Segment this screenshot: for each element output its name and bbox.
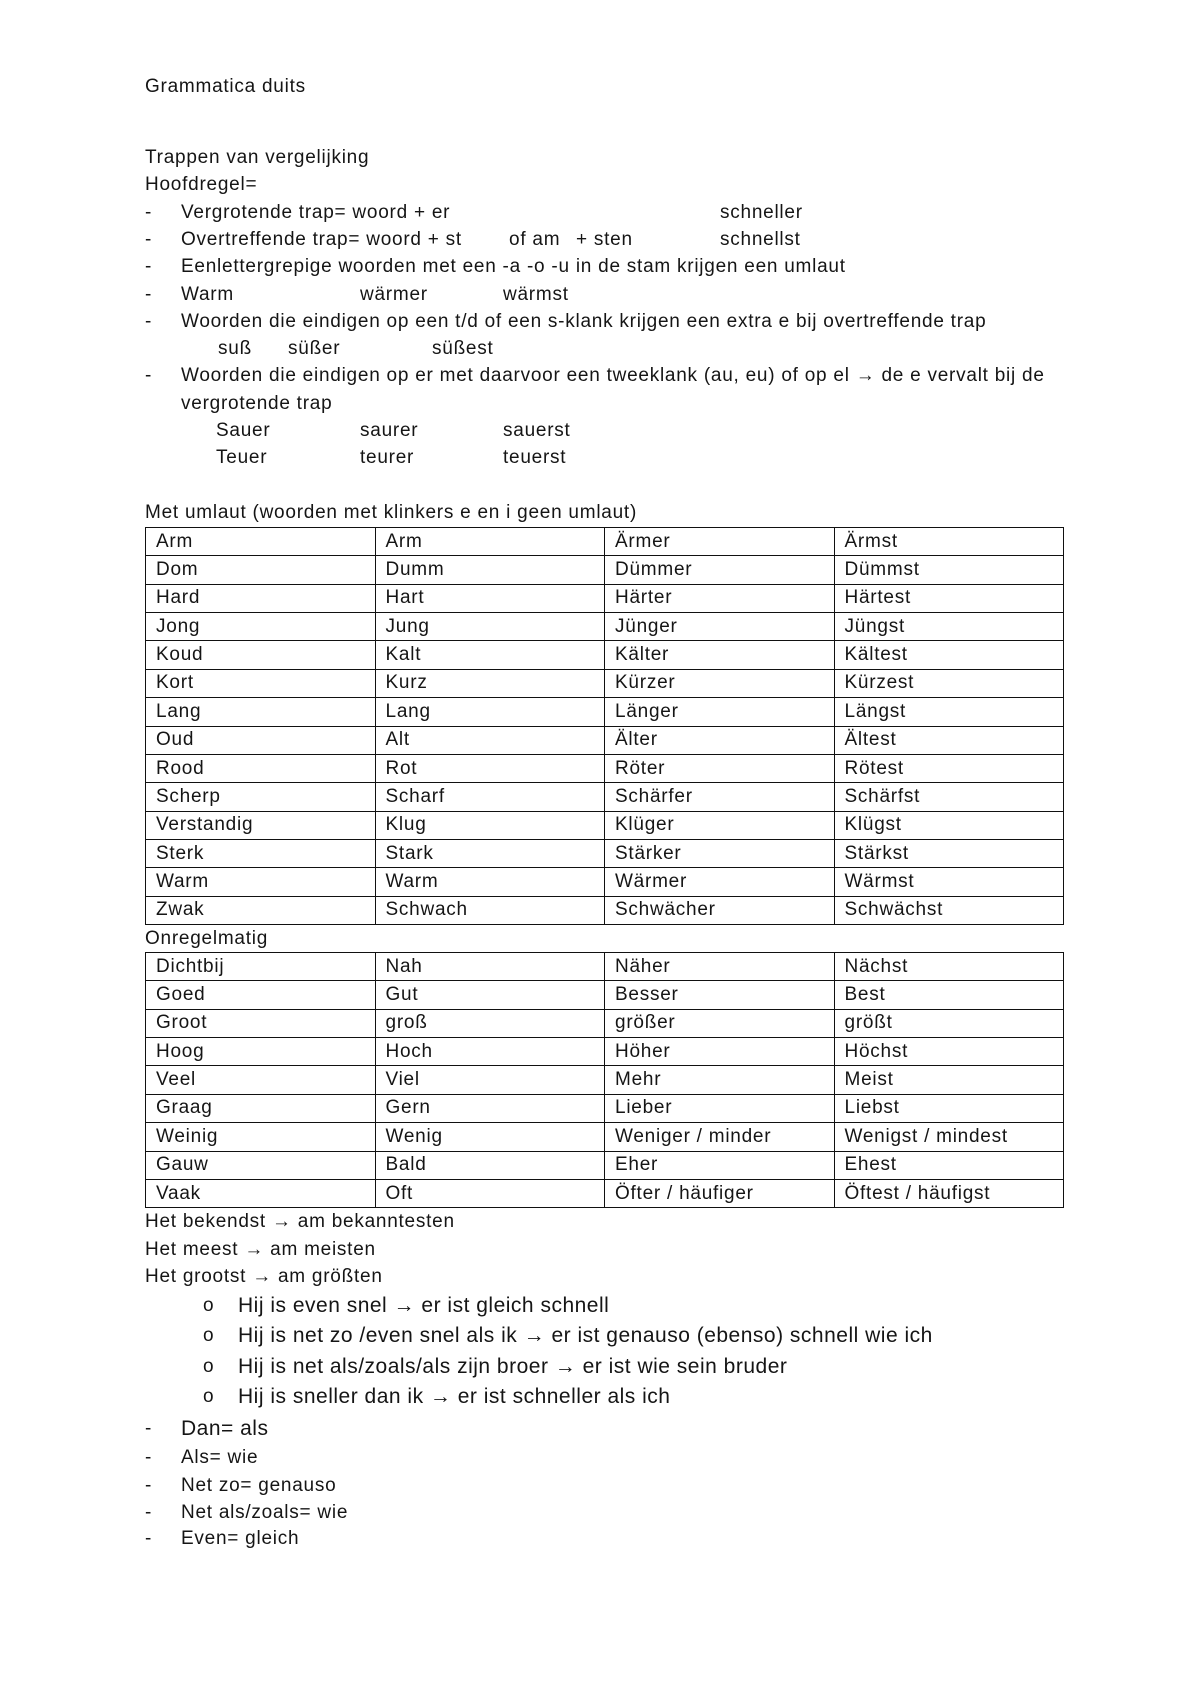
dutch-word-cell: Hoog [146, 1038, 376, 1066]
superlative-cell: Ältest [834, 726, 1064, 754]
rule-superlative [0, 226, 1200, 254]
comparative-cell: Stärker [605, 839, 835, 867]
comparative-cell: Dümmer [605, 556, 835, 584]
umlaut-table-caption-line [0, 499, 1200, 527]
comparative-cell: Weniger / minder [605, 1123, 835, 1151]
bullet-marker: - [145, 256, 153, 277]
rule-umlaut [0, 253, 1200, 281]
superlative-cell: größt [834, 1009, 1064, 1037]
comparative-cell: Lieber [605, 1094, 835, 1122]
comparative-cell: Länger [605, 698, 835, 726]
example-superlative: teuerst [503, 447, 567, 468]
table-row [146, 1066, 1064, 1094]
translation-item [0, 1499, 1200, 1527]
comparative-cell: Eher [605, 1151, 835, 1179]
bullet-marker: - [145, 365, 153, 386]
superlative-cell: Dümmst [834, 556, 1064, 584]
bullet-marker: - [145, 1502, 153, 1523]
german-base-cell: Hart [375, 584, 605, 612]
table-row [146, 698, 1064, 726]
comparative-cell: Röter [605, 754, 835, 782]
dutch-word-cell: Kort [146, 669, 376, 697]
comparison-item [0, 1291, 1200, 1321]
sub-bullet-marker: o [203, 1386, 215, 1407]
rule-comparative [0, 199, 1200, 227]
table-row [146, 783, 1064, 811]
dutch-word-cell: Lang [146, 698, 376, 726]
translation-item [0, 1472, 1200, 1500]
german-base-cell: Nah [375, 953, 605, 981]
superlative-cell: Wenigst / mindest [834, 1123, 1064, 1151]
dutch-word-cell: Dichtbij [146, 953, 376, 981]
german-base-cell: Warm [375, 868, 605, 896]
superlative-cell: Ehest [834, 1151, 1064, 1179]
example-superlative: sauerst [503, 420, 571, 441]
dutch-word-cell: Graag [146, 1094, 376, 1122]
diphthong-example [0, 417, 1200, 445]
section-heading-line [0, 144, 1200, 172]
superlative-cell: Wärmst [834, 868, 1064, 896]
table-row [146, 868, 1064, 896]
comparative-cell: Jünger [605, 613, 835, 641]
german-base-cell: Hoch [375, 1038, 605, 1066]
dutch-word-cell: Weinig [146, 1123, 376, 1151]
comparative-cell: Ärmer [605, 528, 835, 556]
irregular-table-caption: Onregelmatig [145, 928, 269, 949]
table-row [146, 726, 1064, 754]
comparison-item [0, 1352, 1200, 1382]
dutch-word-cell: Groot [146, 1009, 376, 1037]
table-row [146, 669, 1064, 697]
comparative-cell: Älter [605, 726, 835, 754]
comparative-cell: Näher [605, 953, 835, 981]
dutch-word-cell: Verstandig [146, 811, 376, 839]
superlative-cell: Härtest [834, 584, 1064, 612]
superlative-phrase [0, 1236, 1200, 1264]
bullet-marker: - [145, 1418, 153, 1439]
comparison-text: Hij is net zo /even snel als ik → er ist genauso (ebenso) schnell wie ich [238, 1324, 933, 1347]
german-base-cell: Schwach [375, 896, 605, 924]
example-superlative: wärmst [503, 284, 569, 305]
rule-text: Woorden die eindigen op een t/d of een s-klank krijgen een extra e bij overtreffende trap [181, 311, 987, 332]
superlative-cell: Kürzest [834, 669, 1064, 697]
translation-text: Even= gleich [181, 1528, 300, 1549]
german-base-cell: Dumm [375, 556, 605, 584]
dutch-word-cell: Rood [146, 754, 376, 782]
rule-umlaut-example [0, 281, 1200, 309]
rule-alternative: of am [509, 229, 561, 250]
rule-extra-e [0, 308, 1200, 336]
table-row [146, 1038, 1064, 1066]
main-rule-label: Hoofdregel= [145, 174, 258, 195]
example-comparative: süßer [288, 338, 341, 359]
comparison-item [0, 1382, 1200, 1412]
umlaut-table [145, 527, 1064, 925]
superlative-phrase [0, 1263, 1200, 1291]
german-base-cell: groß [375, 1009, 605, 1037]
translation-text: Net zo= genauso [181, 1475, 337, 1496]
rule-text: Overtreffende trap= woord + st [181, 229, 462, 250]
translation-text: Als= wie [181, 1447, 259, 1468]
comparative-cell: Schärfer [605, 783, 835, 811]
superlative-cell: Rötest [834, 754, 1064, 782]
superlative-cell: Meist [834, 1066, 1064, 1094]
sub-bullet-marker: o [203, 1356, 215, 1377]
table-row [146, 1094, 1064, 1122]
sub-bullet-marker: o [203, 1325, 215, 1346]
superlative-cell: Stärkst [834, 839, 1064, 867]
bullet-marker: - [145, 229, 153, 250]
table-row [146, 981, 1064, 1009]
comparative-cell: größer [605, 1009, 835, 1037]
comparative-cell: Schwächer [605, 896, 835, 924]
example-base: suß [218, 338, 252, 359]
superlative-cell: Best [834, 981, 1064, 1009]
german-base-cell: Lang [375, 698, 605, 726]
german-base-cell: Arm [375, 528, 605, 556]
rule-example: schneller [720, 202, 803, 223]
umlaut-table-body [146, 528, 1064, 925]
rule-diphthong [0, 362, 1200, 390]
comparative-cell: Kürzer [605, 669, 835, 697]
comparative-cell: Härter [605, 584, 835, 612]
dutch-word-cell: Oud [146, 726, 376, 754]
german-base-cell: Gut [375, 981, 605, 1009]
title-line [0, 73, 1200, 101]
superlative-phrase-text: Het meest → am meisten [145, 1239, 376, 1260]
rule-text: Vergrotende trap= woord + er [181, 202, 451, 223]
comparative-cell: Öfter / häufiger [605, 1179, 835, 1207]
superlative-cell: Nächst [834, 953, 1064, 981]
german-base-cell: Kalt [375, 641, 605, 669]
bullet-marker: - [145, 202, 153, 223]
superlative-cell: Schärfst [834, 783, 1064, 811]
rule-extra-e-example [0, 335, 1200, 363]
example-base: Teuer [216, 447, 268, 468]
example-comparative: wärmer [360, 284, 428, 305]
example-superlative: süßest [432, 338, 494, 359]
table-row [146, 584, 1064, 612]
translation-text: Dan= als [181, 1417, 269, 1440]
translation-item [0, 1525, 1200, 1553]
comparison-text: Hij is even snel → er ist gleich schnell [238, 1294, 610, 1317]
translation-item [0, 1444, 1200, 1472]
example-base: Warm [181, 284, 234, 305]
table-row [146, 1123, 1064, 1151]
dutch-word-cell: Goed [146, 981, 376, 1009]
bullet-marker: - [145, 1447, 153, 1468]
comparative-cell: Mehr [605, 1066, 835, 1094]
irregular-table-caption-line [0, 925, 1200, 953]
sub-bullet-marker: o [203, 1295, 215, 1316]
superlative-phrase-text: Het bekendst → am bekanntesten [145, 1211, 455, 1232]
rule-text: Woorden die eindigen op er met daarvoor een tweeklank (au, eu) of op el → de e vervalt bij de [181, 365, 1045, 386]
german-base-cell: Alt [375, 726, 605, 754]
comparison-text: Hij is sneller dan ik → er ist schneller als ich [238, 1385, 671, 1408]
table-row [146, 754, 1064, 782]
superlative-phrase-text: Het grootst → am größten [145, 1266, 383, 1287]
dutch-word-cell: Vaak [146, 1179, 376, 1207]
table-row [146, 896, 1064, 924]
superlative-cell: Öftest / häufigst [834, 1179, 1064, 1207]
superlative-cell: Längst [834, 698, 1064, 726]
table-row [146, 1179, 1064, 1207]
rule-text: Eenlettergrepige woorden met een -a -o -u in de stam krijgen een umlaut [181, 256, 846, 277]
bullet-marker: - [145, 1528, 153, 1549]
dutch-word-cell: Hard [146, 584, 376, 612]
german-base-cell: Stark [375, 839, 605, 867]
superlative-phrase [0, 1208, 1200, 1236]
table-row [146, 641, 1064, 669]
bullet-marker: - [145, 1475, 153, 1496]
rule-diphthong-continued [0, 390, 1200, 418]
dutch-word-cell: Jong [146, 613, 376, 641]
table-row [146, 528, 1064, 556]
document-title: Grammatica duits [145, 76, 306, 97]
comparison-item [0, 1321, 1200, 1351]
german-base-cell: Wenig [375, 1123, 605, 1151]
dutch-word-cell: Sterk [146, 839, 376, 867]
rule-example: schnellst [720, 229, 801, 250]
dutch-word-cell: Koud [146, 641, 376, 669]
german-base-cell: Oft [375, 1179, 605, 1207]
dutch-word-cell: Gauw [146, 1151, 376, 1179]
german-base-cell: Jung [375, 613, 605, 641]
diphthong-example [0, 444, 1200, 472]
irregular-table [145, 952, 1064, 1208]
superlative-cell: Liebst [834, 1094, 1064, 1122]
german-base-cell: Gern [375, 1094, 605, 1122]
table-row [146, 953, 1064, 981]
german-base-cell: Viel [375, 1066, 605, 1094]
dutch-word-cell: Veel [146, 1066, 376, 1094]
comparative-cell: Höher [605, 1038, 835, 1066]
superlative-cell: Kältest [834, 641, 1064, 669]
translation-item [0, 1414, 1200, 1444]
comparative-cell: Besser [605, 981, 835, 1009]
example-base: Sauer [216, 420, 271, 441]
rule-alternative-suffix: + sten [576, 229, 633, 250]
dutch-word-cell: Arm [146, 528, 376, 556]
bullet-marker: - [145, 311, 153, 332]
dutch-word-cell: Zwak [146, 896, 376, 924]
irregular-table-body [146, 953, 1064, 1208]
comparative-cell: Kälter [605, 641, 835, 669]
comparison-text: Hij is net als/zoals/als zijn broer → er ist wie sein bruder [238, 1355, 788, 1378]
superlative-cell: Ärmst [834, 528, 1064, 556]
table-row [146, 613, 1064, 641]
comparative-cell: Wärmer [605, 868, 835, 896]
superlative-cell: Jüngst [834, 613, 1064, 641]
superlative-cell: Klügst [834, 811, 1064, 839]
german-base-cell: Kurz [375, 669, 605, 697]
comparative-cell: Klüger [605, 811, 835, 839]
table-row [146, 1009, 1064, 1037]
section-heading: Trappen van vergelijking [145, 147, 370, 168]
dutch-word-cell: Dom [146, 556, 376, 584]
example-comparative: teurer [360, 447, 415, 468]
dutch-word-cell: Warm [146, 868, 376, 896]
bullet-marker: - [145, 284, 153, 305]
german-base-cell: Rot [375, 754, 605, 782]
table-row [146, 839, 1064, 867]
superlative-cell: Höchst [834, 1038, 1064, 1066]
main-rule-label-line [0, 171, 1200, 199]
table-row [146, 1151, 1064, 1179]
table-row [146, 556, 1064, 584]
german-base-cell: Scharf [375, 783, 605, 811]
rule-text: vergrotende trap [181, 393, 333, 414]
german-base-cell: Bald [375, 1151, 605, 1179]
german-base-cell: Klug [375, 811, 605, 839]
translation-text: Net als/zoals= wie [181, 1502, 349, 1523]
example-comparative: saurer [360, 420, 419, 441]
umlaut-table-caption: Met umlaut (woorden met klinkers e en i geen umlaut) [145, 502, 638, 523]
superlative-cell: Schwächst [834, 896, 1064, 924]
dutch-word-cell: Scherp [146, 783, 376, 811]
table-row [146, 811, 1064, 839]
